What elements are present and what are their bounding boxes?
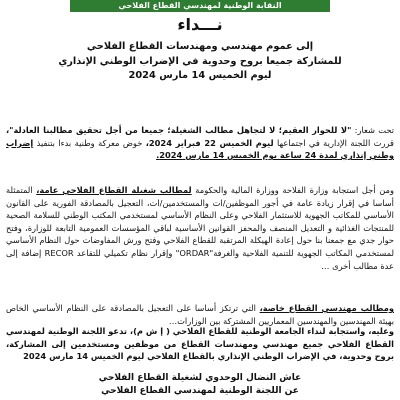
demands-text: المتمثلة أساسا في إقرار زيادة عامة في أجور الموظفين/ات والمستخدمين/ات، التعجيل بالمصادقة الفورية على القانون الأساسي للمكاتب الجهوية للاستثمار الفلاحي وعلى النظام الأساسي لمستخدمي المكتب الوطني للسلامة الصحية للمنتجات الغذائية و التعديل المنصف والمحفز القوانين الأساسية لباقي المؤسسات العمومية التابعة للوزارة، وفتح حوار جدي مع جمعنا بنا حول إعادة الهيكلة المرتقبة للقطاع الفلاحي وفتح ورش المفاوضات حول النظام الأساسي لمستخدمي المكاتب الجهوية للتنمية الفلاحية والغرفة"ORDAR" وإقرار نظام تكميلي للتقاعد RECOR إضافة إلى عدة مطالب أخرى …: [6, 185, 394, 271]
document-title: نـــداء: [177, 15, 223, 34]
demands-lead: لمطالب شغيلة القطاع الفلاحي عامة،: [36, 185, 192, 195]
union-banner: النقابة الوطنية لمهندسي القطاع الفلاحي: [70, 0, 330, 12]
header-line-3: ليوم الخميس 14 مارس 2024: [128, 70, 272, 81]
decision-text-2: خوض معركة وطنية بدءا بتنفيذ: [36, 137, 143, 148]
signature-block: [0, 372, 400, 397]
engineers-demands-lead: ومطالب مهندسي القطاع خاصة،: [259, 303, 394, 313]
footer-slogan: عاش النضال الوحدوي لشغيلة القطاع الفلاحي: [98, 373, 302, 383]
paragraph-demands-general: [6, 184, 394, 272]
slogan-lead: تحت شعار:: [354, 125, 395, 135]
call-header: [24, 40, 376, 84]
paragraph-call-to-strike: وعليه، واستجابة لنداء الجامعة الوطنية للقطاع الفلاحي ( إ ش م)، تدعو اللجنة الوطنية لمهندسي القطاع الفلاحي جميع مهندسي ومهندسات القطاع من موظفين ومستخدمين إلى المشاركة، بروح وحدوية، في الإضراب الوطني الإنذاري بالقطاع الفلاحي ليوم الخميس 14 مارس 2024: [6, 326, 394, 362]
footer-signatory: عن اللجنة الوطنية لمهندسي القطاع الفلاحي: [101, 385, 299, 396]
slogan-text: "لا للحوار العقيم؛ لا لتجاهل مطالب الشغيلة؛ جميعا من أجل تحقيق مطالبنا العادلة"،: [6, 125, 352, 135]
demands-intro: ومن أجل استجابة وزارة الفلاحة ووزارة المالية والحكومة: [195, 185, 395, 195]
header-line-1: إلى عموم مهندسي ومهندسات القطاع الفلاحي: [86, 41, 314, 52]
paragraph-demands-engineers: [6, 302, 394, 327]
decision-text: قررت اللجنة الإدارية في اجتماعها: [276, 137, 395, 148]
meeting-date: ليوم الخميس 22 فبراير 2024،: [145, 137, 274, 148]
paragraph-slogan: [6, 124, 394, 162]
engineers-demands-text: التي ترتكز أساسا على التعجيل بالمصادقة على النظام الأساسي الخاص بهيئة المهندسين والمهندسين المعماريين المشتركة بين الوزارات…: [6, 303, 394, 326]
header-line-2: للمشاركة جميعا بروح وحدوية في الإضراب الوطني الإنذاري: [58, 55, 342, 67]
strike-announcement: إضراب وطني إنذاري لمدة 24 ساعة يوم الخميس 14 مارس 2024.: [6, 137, 394, 161]
